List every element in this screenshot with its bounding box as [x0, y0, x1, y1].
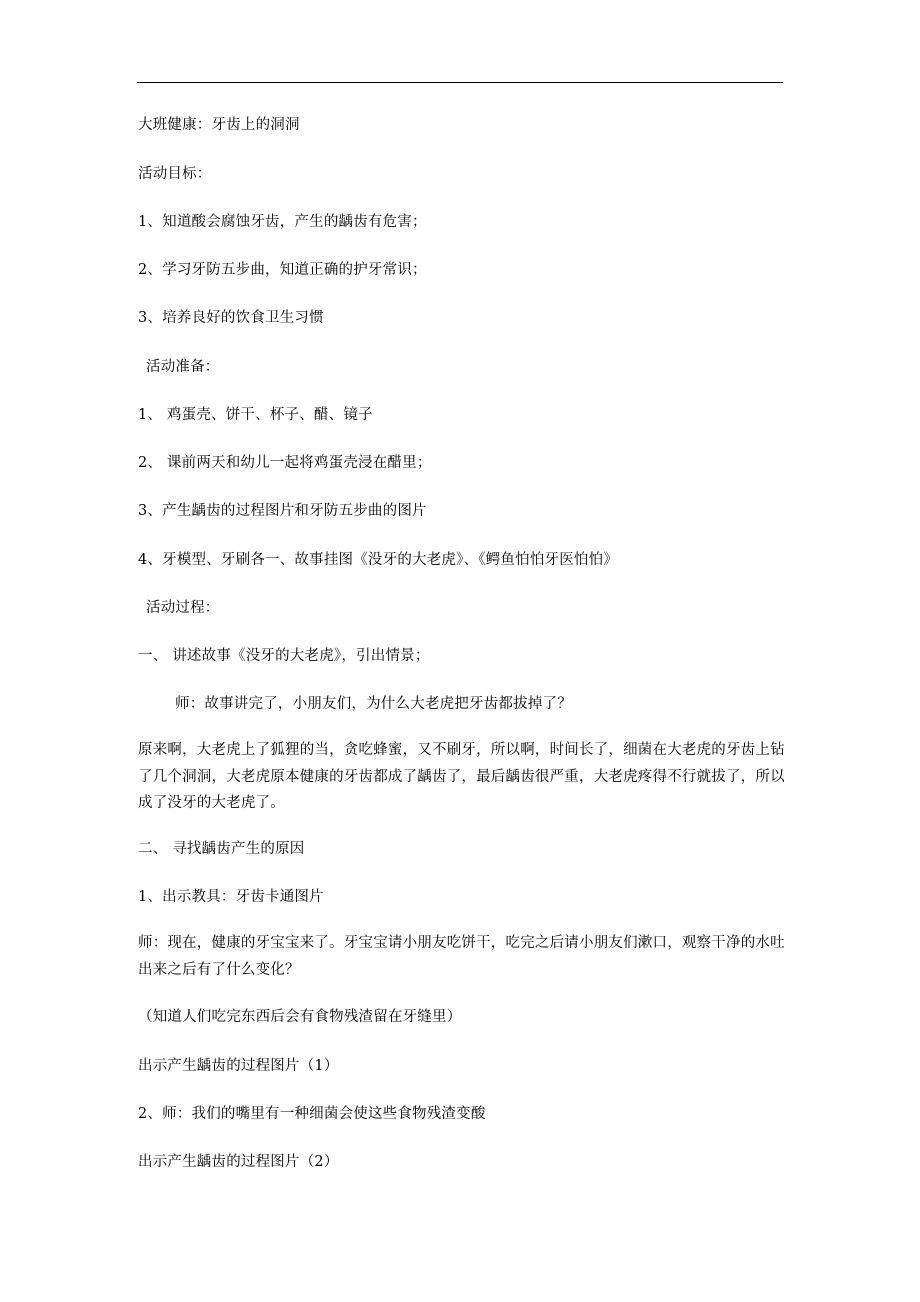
teacher-intro: 师：现在，健康的牙宝宝来了。牙宝宝请小朋友吃饼干，吃完之后请小朋友们漱口，观察干净的水吐出来之后有了什么变化？ [138, 935, 785, 978]
prep-item-1: 1、 鸡蛋壳、饼干、杯子、醋、镜子 [138, 407, 373, 423]
prep-item-2: 2、 课前两天和幼儿一起将鸡蛋壳浸在醋里； [138, 455, 432, 471]
step2-item-2: 2、师：我们的嘴里有一种细菌会使这些食物残渣变酸 [138, 1106, 486, 1122]
show-picture-2: 出示产生龋齿的过程图片（2） [138, 1154, 339, 1170]
goal-item-2: 2、学习牙防五步曲，知道正确的护牙常识； [138, 262, 427, 278]
prep-item-4: 4、牙模型、牙刷各一、故事挂图《没牙的大老虎》、《鳄鱼怕怕牙医怕怕》 [138, 552, 619, 568]
goal-item-1: 1、知道酸会腐蚀牙齿，产生的龋齿有危害； [138, 214, 427, 230]
process-heading: 活动过程： [146, 600, 220, 616]
document-title: 大班健康：牙齿上的洞洞 [138, 117, 300, 133]
story-explanation: 原来啊，大老虎上了狐狸的当，贪吃蜂蜜，又不刷牙，所以啊，时间长了，细菌在大老虎的牙齿上钻了几个洞洞，大老虎原本健康的牙齿都成了龋齿了，最后龋齿很严重，大老虎疼得不行就拔了，所以成了没牙的大老虎了。 [138, 742, 785, 811]
process-step-2: 二、 寻找龋齿产生的原因 [138, 841, 305, 857]
step2-item-1: 1、出示教具：牙齿卡通图片 [138, 889, 324, 905]
goal-item-3: 3、培养良好的饮食卫生习惯 [138, 310, 324, 326]
teacher-question: 师：故事讲完了，小朋友们，为什么大老虎把牙齿都拔掉了？ [175, 696, 572, 712]
prep-heading: 活动准备： [146, 359, 220, 375]
note-line: （知道人们吃完东西后会有食物残渣留在牙缝里） [138, 1009, 462, 1025]
goals-heading: 活动目标： [138, 166, 212, 182]
process-step-1: 一、 讲述故事《没牙的大老虎》，引出情景； [138, 648, 430, 664]
prep-item-3: 3、产生龋齿的过程图片和牙防五步曲的图片 [138, 503, 427, 519]
header-rule [137, 82, 783, 83]
show-picture-1: 出示产生龋齿的过程图片（1） [138, 1058, 339, 1074]
